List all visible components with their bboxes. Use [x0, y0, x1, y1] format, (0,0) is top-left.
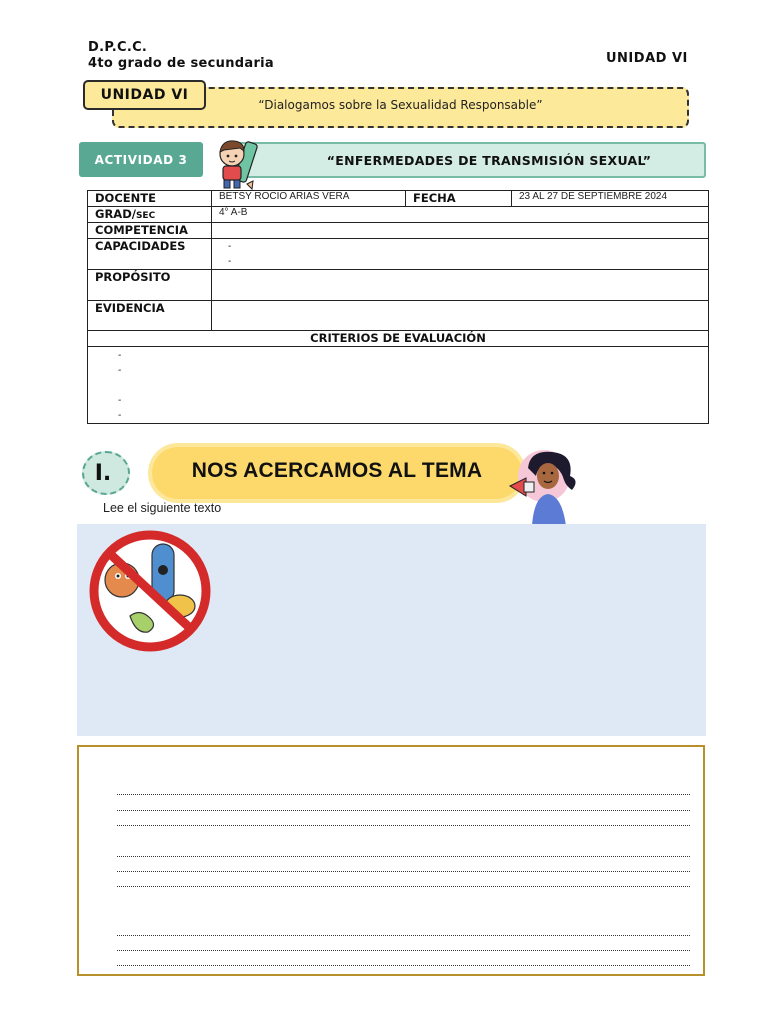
- docente-label: DOCENTE: [88, 191, 212, 207]
- proposito-label: PROPÓSITO: [88, 270, 212, 301]
- reading-instruction: Lee el siguiente texto: [103, 501, 222, 515]
- writing-line[interactable]: [117, 847, 690, 857]
- capacidad-item: -: [228, 256, 232, 267]
- criterio-item: -: [118, 365, 122, 376]
- activity-title: “ENFERMEDADES DE TRANSMISIÓN SEXUAL”: [232, 142, 706, 178]
- grado-value: 4° A-B: [212, 207, 709, 223]
- course-name: D.P.C.C.: [88, 40, 148, 55]
- capacidad-item: -: [228, 241, 232, 252]
- writing-line[interactable]: [117, 816, 690, 826]
- activity-info-table: [87, 190, 709, 424]
- criterio-item: -: [118, 410, 122, 421]
- unit-label-right: UNIDAD VI: [606, 51, 688, 66]
- grado-label: GRAD/SEC: [88, 207, 212, 223]
- fecha-value: 23 AL 27 DE SEPTIEMBRE 2024: [512, 191, 709, 207]
- unit-theme: “Dialogamos sobre la Sexualidad Responsable”: [258, 98, 543, 112]
- writing-line[interactable]: [117, 941, 690, 951]
- competencia-value: [212, 223, 709, 239]
- capacidades-list: [212, 239, 709, 270]
- writing-line[interactable]: [117, 862, 690, 872]
- section-number: I.: [82, 451, 130, 495]
- unit-tag: UNIDAD VI: [83, 80, 206, 110]
- grade-name: 4to grado de secundaria: [88, 56, 275, 71]
- capacidades-label: CAPACIDADES: [88, 239, 212, 270]
- writing-line[interactable]: [117, 801, 690, 811]
- writing-line[interactable]: [117, 926, 690, 936]
- criterios-list: [88, 347, 709, 424]
- criterios-header: CRITERIOS DE EVALUACIÓN: [88, 331, 709, 347]
- boy-with-pencil-illustration: [210, 136, 266, 192]
- competencia-label: COMPETENCIA: [88, 223, 212, 239]
- girl-with-megaphone-illustration: [500, 446, 596, 526]
- writing-line[interactable]: [117, 877, 690, 887]
- criterio-item: -: [118, 350, 122, 361]
- writing-line[interactable]: [117, 956, 690, 966]
- docente-value: BETSY ROCIO ARIAS VERA: [212, 191, 406, 207]
- criterio-item: -: [118, 395, 122, 406]
- evidencia-value: [212, 301, 709, 331]
- fecha-label: FECHA: [406, 191, 512, 207]
- activity-tag: ACTIVIDAD 3: [79, 142, 203, 177]
- writing-line[interactable]: [117, 785, 690, 795]
- criterio-item: [118, 378, 701, 393]
- proposito-value: [212, 270, 709, 301]
- section-title: NOS ACERCAMOS AL TEMA: [191, 459, 483, 482]
- no-std-virus-icon: [82, 530, 218, 652]
- evidencia-label: EVIDENCIA: [88, 301, 212, 331]
- document-header: [88, 40, 274, 72]
